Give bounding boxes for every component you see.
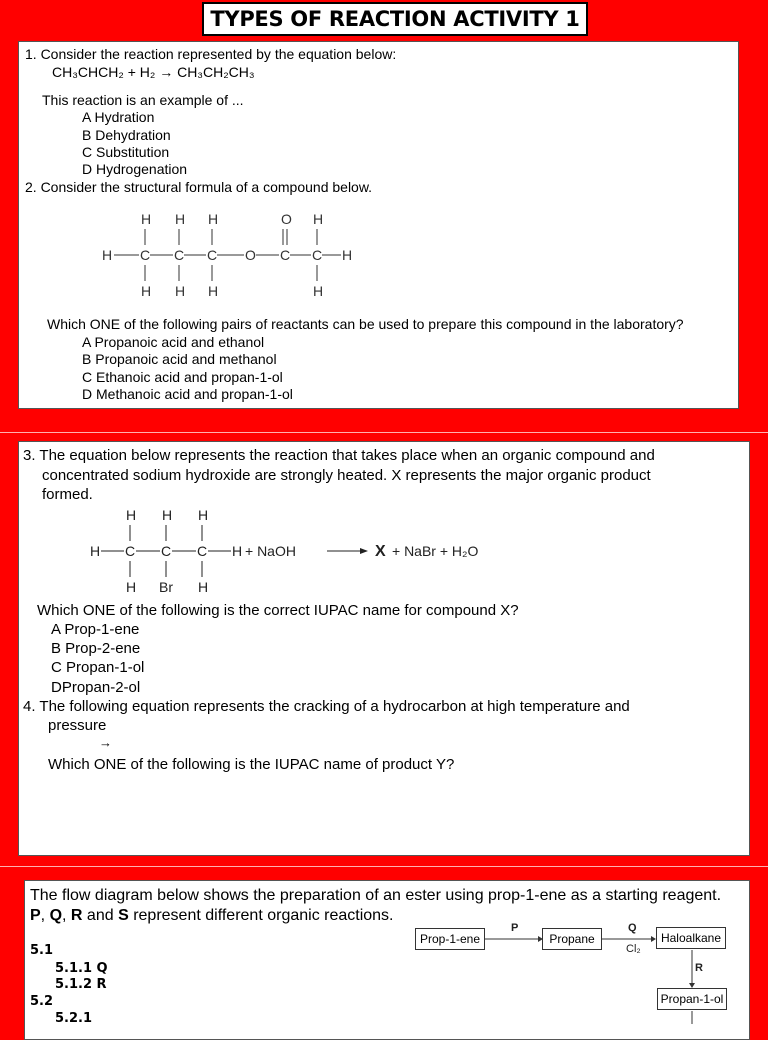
formula-atom-br: Br (159, 579, 173, 595)
reaction-label-q: Q (49, 907, 63, 924)
q3-stem-line2: concentrated sodium hydroxide are strongly heated. X represents the major organic product (42, 467, 651, 484)
q5-item-5-1-1: 5.1.1 Q (55, 961, 108, 976)
q3-stem-line3: formed. (42, 486, 93, 503)
q3-reaction-equation (80, 503, 520, 599)
q5-item-5-2-1: 5.2.1 (55, 1011, 93, 1026)
flow-arrow-icon (689, 983, 695, 988)
q4-prompt: Which ONE of the following is the IUPAC name of product Y? (48, 756, 455, 773)
formula-atom-h: H (126, 507, 137, 523)
formula-atom-h: H (175, 283, 186, 299)
q1-option-c: C Substitution (82, 144, 170, 160)
formula-atom-h: H (313, 283, 324, 299)
q5-item-5-1-2: 5.1.2 R (55, 977, 107, 992)
formula-atom-c: C (207, 247, 218, 263)
formula-atom-h: H (90, 543, 101, 559)
intro-rest: represent different organic reactions. (133, 907, 394, 924)
formula-atom-o: O (245, 247, 256, 263)
q5-item-5-2: 5.2 (30, 994, 54, 1009)
flow-arrows (480, 915, 750, 1024)
q1-option-b: B Dehydration (82, 127, 171, 143)
formula-atom-h: H (232, 543, 243, 559)
q3-option-b: B Prop-2-ene (51, 640, 141, 657)
q2-prompt: Which ONE of the following pairs of reactants can be used to prepare this compound in the laboratory? (47, 316, 684, 332)
formula-atom-h: H (126, 579, 137, 595)
q5-item-5-1: 5.1 (30, 943, 54, 958)
formula-atom-h: H (102, 247, 113, 263)
formula-atom-c: C (140, 247, 151, 263)
q1-equation: CH₃CHCH₂ + H₂ → CH₃CH₂CH₃ (52, 64, 255, 80)
flow-label-r: R (695, 962, 703, 974)
formula-atom-c: C (161, 543, 172, 559)
q3-option-a: A Prop-1-ene (51, 621, 140, 638)
q3-option-d: DPropan-2-ol (51, 679, 141, 696)
formula-atom-c: C (280, 247, 291, 263)
q1-prompt: This reaction is an example of ... (42, 92, 244, 108)
q2-stem: 2. Consider the structural formula of a compound below. (25, 179, 373, 195)
intro-and: and (86, 907, 114, 924)
flow-label-cl2: Cl₂ (626, 943, 641, 955)
q2-option-c: C Ethanoic acid and propan-1-ol (82, 369, 283, 385)
formula-atom-h: H (198, 507, 209, 523)
q4-stem-line1: 4. The following equation represents the cracking of a hydrocarbon at high temperature and (23, 698, 630, 715)
flow-label-p: P (511, 922, 519, 934)
formula-atom-h: H (313, 211, 324, 227)
reaction-label-s: S (118, 907, 129, 924)
flow-arrow-icon (651, 936, 656, 942)
formula-atom-h: H (162, 507, 173, 523)
formula-atom-h: H (208, 211, 219, 227)
formula-atom-c: C (125, 543, 136, 559)
formula-atom-h: H (141, 211, 152, 227)
formula-atom-c: C (197, 543, 208, 559)
q2-structural-formula (90, 205, 370, 305)
flow-box-propan-1-ol: Propan-1-ol (657, 988, 727, 1010)
slide-divider (0, 866, 768, 867)
page-title: TYPES OF REACTION ACTIVITY 1 (202, 2, 588, 36)
q3-products-rest: + NaBr + H₂O (392, 543, 479, 559)
formula-atom-h: H (198, 579, 209, 595)
formula-atom-h: H (208, 283, 219, 299)
q5-intro-line2: P, Q, R and S represent different organic reactions. (30, 907, 394, 924)
q1-option-a: A Hydration (82, 109, 155, 125)
q3-reagent: + NaOH (245, 543, 296, 559)
slide-divider (0, 432, 768, 433)
q1-option-d: D Hydrogenation (82, 161, 188, 177)
q2-option-a: A Propanoic acid and ethanol (82, 334, 265, 350)
formula-atom-c: C (174, 247, 185, 263)
q2-option-d: D Methanoic acid and propan-1-ol (82, 386, 293, 402)
formula-atom-h: H (141, 283, 152, 299)
formula-atom-h: H (175, 211, 186, 227)
formula-atom-h: H (342, 247, 353, 263)
q5-intro-line1: The flow diagram below shows the preparation of an ester using prop-1-ene as a starting reagent. (30, 887, 722, 904)
q3-stem-line1: 3. The equation below represents the reaction that takes place when an organic compound and (23, 447, 655, 464)
formula-atom-c: C (312, 247, 323, 263)
flow-arrow-icon (538, 936, 543, 942)
flow-box-haloalkane: Haloalkane (656, 927, 726, 949)
q3-option-c: C Propan-1-ol (51, 659, 145, 676)
formula-atom-o: O (281, 211, 292, 227)
q4-stem-line2: pressure (48, 717, 107, 734)
reaction-label-p: P (30, 907, 41, 924)
q2-option-b: B Propanoic acid and methanol (82, 351, 277, 367)
q1-stem: 1. Consider the reaction represented by the equation below: (25, 46, 397, 62)
q3-arrow-icon (360, 548, 368, 554)
reaction-label-r: R (70, 907, 83, 924)
flow-label-q: Q (628, 922, 637, 934)
q3-prompt: Which ONE of the following is the correct IUPAC name for compound X? (37, 602, 519, 619)
q4-equation-arrow: → (99, 735, 112, 750)
q3-product-x: X (375, 543, 386, 560)
flow-box-propane: Propane (542, 928, 602, 950)
flow-box-prop-1-ene: Prop-1-ene (415, 928, 485, 950)
